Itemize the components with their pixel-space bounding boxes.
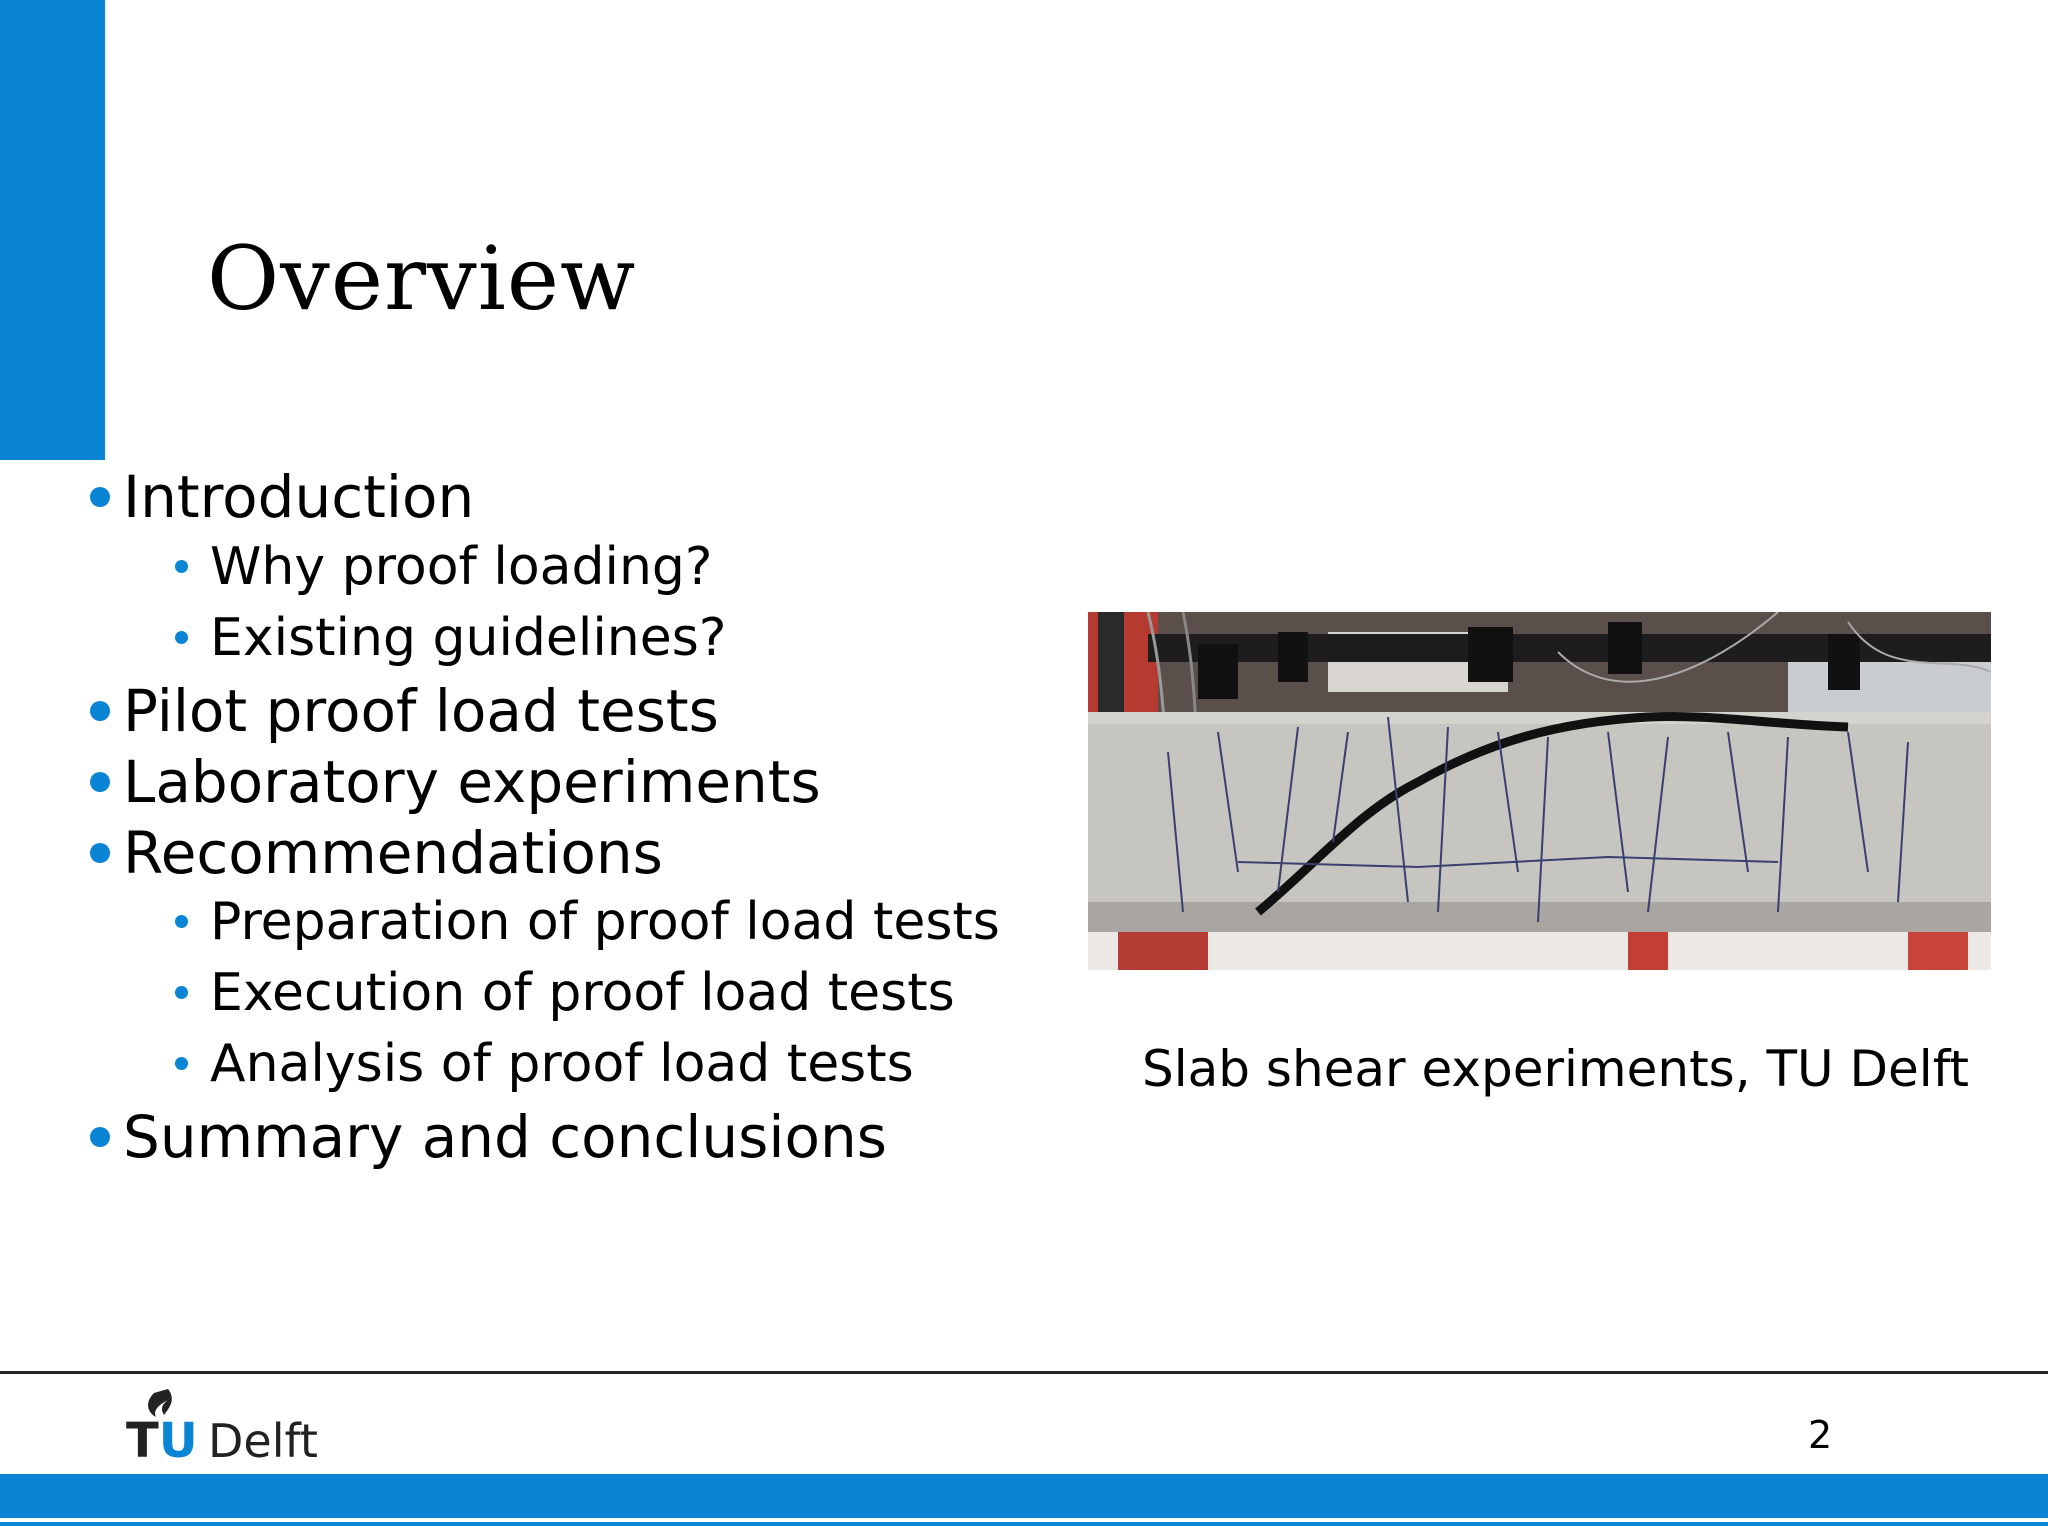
bullet-text: Summary and conclusions xyxy=(123,1103,887,1171)
footer-accent-line xyxy=(0,1522,2048,1526)
bullet-text: Introduction xyxy=(123,463,475,531)
bullet-text: Pilot proof load tests xyxy=(123,677,719,745)
image-caption: Slab shear experiments, TU Delft xyxy=(1142,1040,1970,1098)
tudelft-flame-logo xyxy=(126,1385,346,1465)
sub-bullet-item xyxy=(175,892,1000,952)
bullet-dot-icon xyxy=(90,772,110,792)
bullet-text: Laboratory experiments xyxy=(123,748,821,816)
tudelft-logo xyxy=(126,1385,346,1465)
slab-shear-photo-drawing xyxy=(1088,612,1991,970)
bullet-dot-icon xyxy=(90,487,110,507)
logo-prefix: TU xyxy=(126,1413,198,1465)
sub-bullet-text: Preparation of proof load tests xyxy=(210,892,1000,952)
sub-bullet-item xyxy=(175,537,713,597)
footer-divider xyxy=(0,1371,2048,1374)
bullet-dot-icon xyxy=(90,1127,110,1147)
bullet-item xyxy=(90,677,719,745)
bullet-list xyxy=(0,0,1060,1200)
bullet-item xyxy=(90,1103,887,1171)
sub-bullet-text: Analysis of proof load tests xyxy=(210,1034,914,1094)
sub-bullet-dot-icon xyxy=(175,1057,188,1070)
bullet-dot-icon xyxy=(90,701,110,721)
bullet-text: Recommendations xyxy=(123,819,663,887)
sub-bullet-text: Execution of proof load tests xyxy=(210,963,955,1023)
sub-bullet-item xyxy=(175,1034,914,1094)
bullet-dot-icon xyxy=(90,843,110,863)
logo-suffix: Delft xyxy=(208,1414,318,1465)
sub-bullet-text: Why proof loading? xyxy=(210,537,713,597)
bullet-item xyxy=(90,819,663,887)
sub-bullet-dot-icon xyxy=(175,560,188,573)
slide-title: Overview xyxy=(207,227,637,330)
sub-bullet-item xyxy=(175,608,727,668)
sub-bullet-dot-icon xyxy=(175,986,188,999)
page-number: 2 xyxy=(1808,1413,1833,1457)
sub-bullet-dot-icon xyxy=(175,915,188,928)
sub-bullet-text: Existing guidelines? xyxy=(210,608,727,668)
bullet-item xyxy=(90,463,475,531)
sub-bullet-item xyxy=(175,963,955,1023)
bullet-item xyxy=(90,748,821,816)
footer-accent-bar xyxy=(0,1474,2048,1518)
slab-shear-photo xyxy=(1088,612,1991,970)
sub-bullet-dot-icon xyxy=(175,631,188,644)
